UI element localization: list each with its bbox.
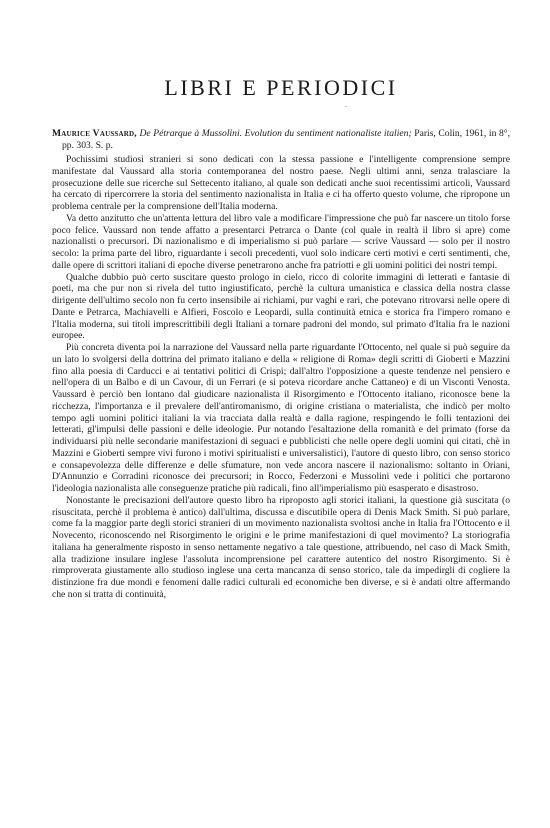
- review-book-title: De Pétrarque à Mussolini. Evolution du sentiment nationaliste italien;: [139, 128, 412, 139]
- paragraph-4: Più concreta diventa poi la narrazione del Vaussard nella parte riguardante l'Ottocento, nel quale si può seguire da un lato lo svolgersi della dottrina del primato italiano e della « religione di Roma» degli scritti di Gioberti e Mazzini fino alla poesia di Carducci e ai tentativi politici di Crispi; dall'altro l'opposizione a queste tendenze nel pensiero e nell'opera di un Balbo e di un Cavour, di un Ferrari (e si poteva ricordare anche Cattaneo) e di un Visconti Venosta. Vaussard è perciò ben lontano dal giudicare nazionalista il Risorgimento e l'Ottocento italiano, riconosce bene la ricchezza, l'importanza e il prevalere dell'antiromanismo, di origine cristiana o materialista, che indicò per molto tempo agli uomini politici italiani la via tracciata dalla realtà e dalla ragione, respingendo le folli tentazioni dei letterati, gl'impulsi delle passioni e delle ideologie. Pur notando l'esaltazione della romanità e del primato (forse da individuarsi più nelle secondarie manifestazioni di seguaci e pubblicisti che nelle opere degli uomini qui citati, chè in Mazzini e Gioberti sempre vivi furono i motivi spiritualisti e universalistici), l'autore di questo libro, con senso storico e consapevolezza delle differenze e delle sfumature, non vede ancora nascere il nazionalismo: soltanto in Oriani, D'Annunzio e Corradini riconosce dei precursori; in Rocco, Federzoni e Mussolini vede i politici che portarono l'ideologia nazionalista alle conseguenze pratiche più radicali, fino all'imperialismo più esasperato e disastroso.: [52, 342, 510, 495]
- paragraph-1: Pochissimi studiosi stranieri si sono dedicati con la stessa passione e l'intelligente comprensione sempre manifestate dal Vaussard alla storia contemporanea del nostro paese. Negli ultimi anni, senza tralasciare la prosecuzione delle sue ricerche sul Settecento italiano, al quale son dedicati anche suoi recentissimi articoli, Vaussard ha cercato di ripercorrere la storia del sentimento nazionalista in Italia e ci ha offerto questo volume, che ripropone un problema centrale per la comprensione dell'Italia moderna.: [52, 154, 510, 213]
- review-body: [52, 154, 510, 601]
- review-citation: [52, 128, 510, 151]
- paragraph-5: Nonostante le precisazioni dell'autore questo libro ha riproposto agli storici italiani, la questione già suscitata (o risuscitata, perchè il problema è antico) dall'ultima, discussa e discutibile opera di Denis Mack Smith. Si può parlare, come fa la maggior parte degli storici stranieri di un movimento nazionalista svoltosi anche in Italia fra l'Ottocento e il Novecento, riconoscendo nel Risorgimento le origini e le prime manifestazioni di quel movimento? La storiografia italiana ha generalmente risposto in senso nettamente negativo a tale questione, attribuendo, nel caso di Mack Smith, alla tradizione insulare inglese l'assoluta incomprensione pel carattere autentico del nostro Risorgimento. Si è rimproverata giustamente allo studioso inglese una certa mancanza di senso storico, tale da impedirgli di cogliere la distinzione fra due mondi e fenomeni dalle radici culturali ed economiche ben diverse, e si è andati oltre affermando che non si tratta di continuità,: [52, 494, 510, 600]
- paragraph-2: Va detto anzitutto che un'attenta lettura del libro vale a modificare l'impressione che può far nascere un titolo forse poco felice. Vaussard non tende affatto a presentarci Petrarca o Dante (col quale in realtà il libro si apre) come nazionalisti o precursori. Di nazionalismo e di imperialismo si può parlare — scrive Vaussard — solo per il nostro secolo: la prima parte del libro, riguardante i secoli precedenti, vuol solo indicare certi motivi e certi sentimenti, che, dalle opere di scrittori italiani di epoche diverse penetrarono anche fra patriotti e gli uomini politici dei nostri tempi.: [52, 212, 510, 271]
- section-title: LIBRI E PERIODICI: [164, 75, 398, 100]
- review-publication: Paris, Colin, 1961, in 8°, pp. 303. S. p.: [62, 128, 510, 151]
- ornament-mark: -: [345, 104, 347, 110]
- paragraph-3: Qualche dubbio può certo suscitare questo prologo in cielo, ricco di colorite immagini di letterati e fantasie di poeti, ma che pur non si rivela del tutto ingiustificato, perchè la cultura umanistica e classica della nostra classe dirigente dell'ultimo secolo non fu certo insensibile ai richiami, pur vaghi e rari, che potevano ritrovarsi nelle opere di Dante e Petrarca, Machiavelli e Alfieri, Foscolo e Leopardi, sulla continuità etnica e storica fra l'impero romano e l'Italia moderna, sui titoli imprescrittibili degli Italiani a tornare padroni del mondo, sul primato d'Italia fra le nazioni europee.: [52, 271, 510, 342]
- review-author: Maurice Vaussard,: [52, 128, 137, 139]
